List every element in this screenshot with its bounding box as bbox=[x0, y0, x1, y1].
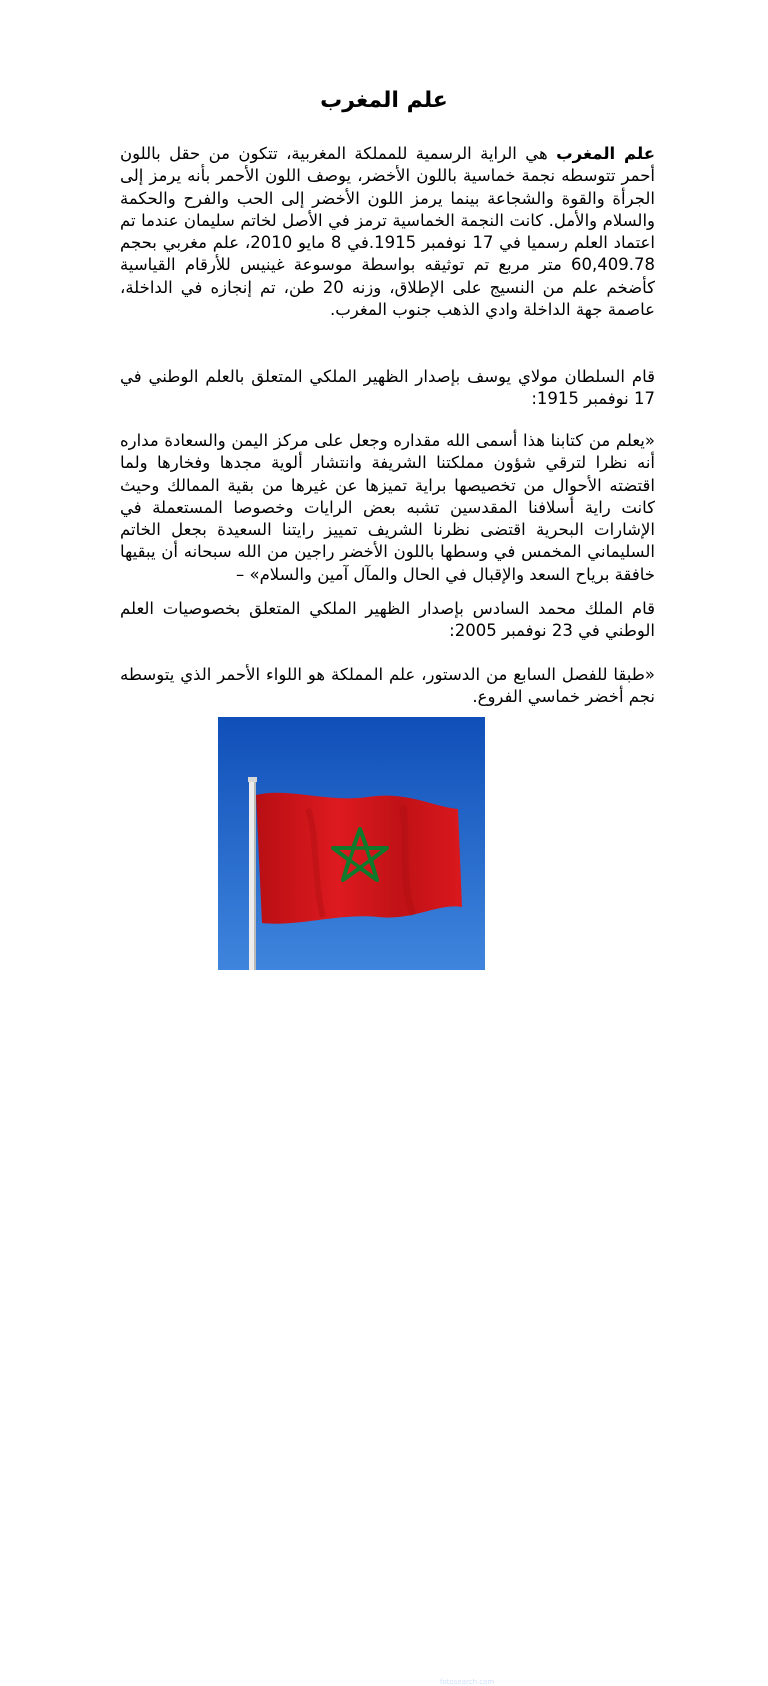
sultan-decree-intro-text: قام السلطان مولاي يوسف بإصدار الظهير الملكي المتعلق بالعلم الوطني في 17 نوفمبر 1915: bbox=[120, 367, 655, 409]
sultan-decree-quote bbox=[120, 430, 655, 586]
page-title: علم المغرب bbox=[320, 88, 448, 113]
intro-text: هي الراية الرسمية للمملكة المغربية، تتكون من حقل باللون أحمر تتوسطه نجمة خماسية باللون الأخضر، يوصف اللون الأحمر بأنه يرمز إلى الجرأة والقوة والشجاعة بينما يرمز اللون الأخضر إلى الحب والفرح والحكمة والسلام والأمل. كانت النجمة الخماسية ترمز في الأصل لخاتم سليمان عندما تم اعتماد العلم رسميا في 17 نوفمبر 1915.في 8 مايو 2010، علم مغربي بحجم 60,409.78 متر مربع تم توثيقه بواسطة موسوعة غينيس للأرقام القياسية كأضخم علم من النسيج على الإطلاق، وزنه 20 طن، تم إنجازه في الداخلة، عاصمة جهة الداخلة وادي الذهب جنوب المغرب. bbox=[120, 144, 655, 320]
king-decree-quote bbox=[120, 664, 655, 709]
king-decree-intro bbox=[120, 598, 655, 643]
king-decree-quote-text: «طبقا للفصل السابع من الدستور، علم المملكة هو اللواء الأحمر الذي يتوسطه نجم أخضر خماسي الفروع. bbox=[120, 665, 655, 707]
intro-bold-lead: علم المغرب bbox=[556, 144, 656, 163]
photo-watermark: fotosearch.com bbox=[440, 1678, 495, 1686]
king-decree-intro-text: قام الملك محمد السادس بإصدار الظهير الملكي المتعلق بخصوصيات العلم الوطني في 23 نوفمبر 2005: bbox=[120, 599, 655, 641]
intro-paragraph bbox=[120, 143, 655, 321]
morocco-flag-photo bbox=[218, 717, 495, 1686]
flag-cloth bbox=[256, 793, 462, 924]
sultan-decree-quote-text: «يعلم من كتابنا هذا أسمى الله مقداره وجعل على مركز اليمن والسعادة مداره أنه نظرا لترقي شؤون مملكتنا الشريفة وانتشار ألوية مجدها وفخارها ولما اقتضته الأحوال من تخصيصها براية تميزها عن غيرها من بقية الممالك وحيث كانت راية أسلافنا المقدسين تشبه بعض الرايات وخصوصا المستعملة في الإشارات البحرية اقتضى نظرنا الشريف تمييز رايتنا السعيدة بجعل الخاتم السليماني المخمس في وسطها باللون الأخضر راجين من الله سبحانه أن يبقيها خافقة برياح السعد والإقبال في الحال والمآل آمين والسلام» – bbox=[120, 431, 655, 584]
sultan-decree-intro bbox=[120, 366, 655, 411]
